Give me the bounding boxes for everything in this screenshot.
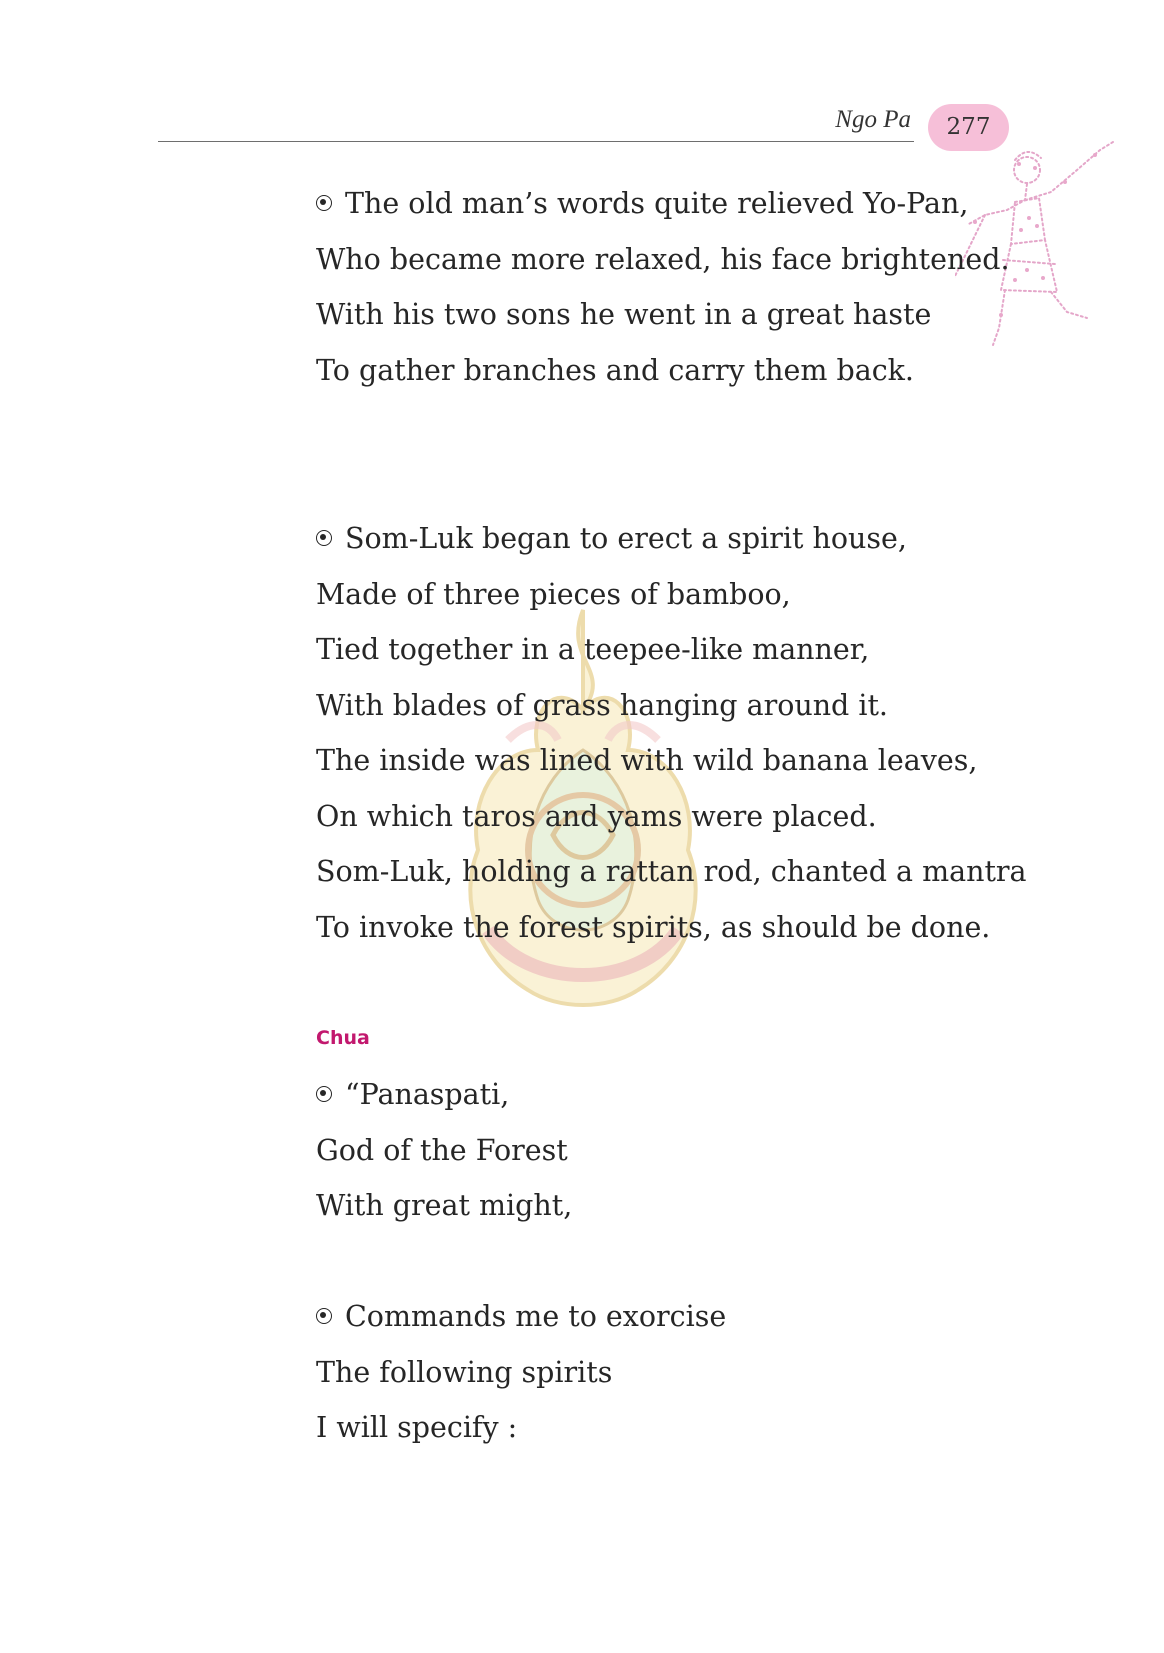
poem-line: To gather branches and carry them back. (316, 353, 914, 387)
bullet-icon (316, 1086, 332, 1102)
header-rule (158, 141, 914, 142)
poem-line: On which taros and yams were placed. (316, 799, 877, 833)
poem-line: The inside was lined with wild banana leaves, (316, 744, 978, 777)
poem-line: “Panaspati, (316, 1067, 572, 1123)
poem-line: God of the Forest (316, 1133, 568, 1167)
poem-line: Who became more relaxed, his face brightened. (316, 242, 1010, 276)
stanza-1 (316, 176, 1010, 398)
stanza-4 (316, 1289, 726, 1456)
stanza-3 (316, 1067, 572, 1234)
page-number-badge: 277 (928, 104, 1009, 151)
poem-line: The following spirits (316, 1355, 613, 1389)
poem-line: Som-Luk, holding a rattan rod, chanted a mantra (316, 855, 1027, 888)
poem-line: Made of three pieces of bamboo, (316, 577, 791, 611)
running-title: Ngo Pa (835, 106, 911, 133)
poem-line: The old man’s words quite relieved Yo-Pan, (316, 176, 1010, 232)
poem-line: With his two sons he went in a great haste (316, 298, 932, 331)
poem-line: Tied together in a teepee-like manner, (316, 633, 870, 666)
bullet-icon (316, 195, 332, 211)
stanza-2 (316, 511, 1027, 955)
poem-line: I will specify : (316, 1411, 518, 1444)
poem-line: Som-Luk began to erect a spirit house, (316, 511, 1027, 567)
poem-line: With great might, (316, 1189, 573, 1222)
bullet-icon (316, 1308, 332, 1324)
poem-line: With blades of grass hanging around it. (316, 688, 888, 722)
bullet-icon (316, 530, 332, 546)
speaker-label: Chua (316, 1027, 370, 1049)
poem-line: To invoke the forest spirits, as should be done. (316, 910, 991, 944)
poem-line: Commands me to exorcise (316, 1289, 726, 1345)
